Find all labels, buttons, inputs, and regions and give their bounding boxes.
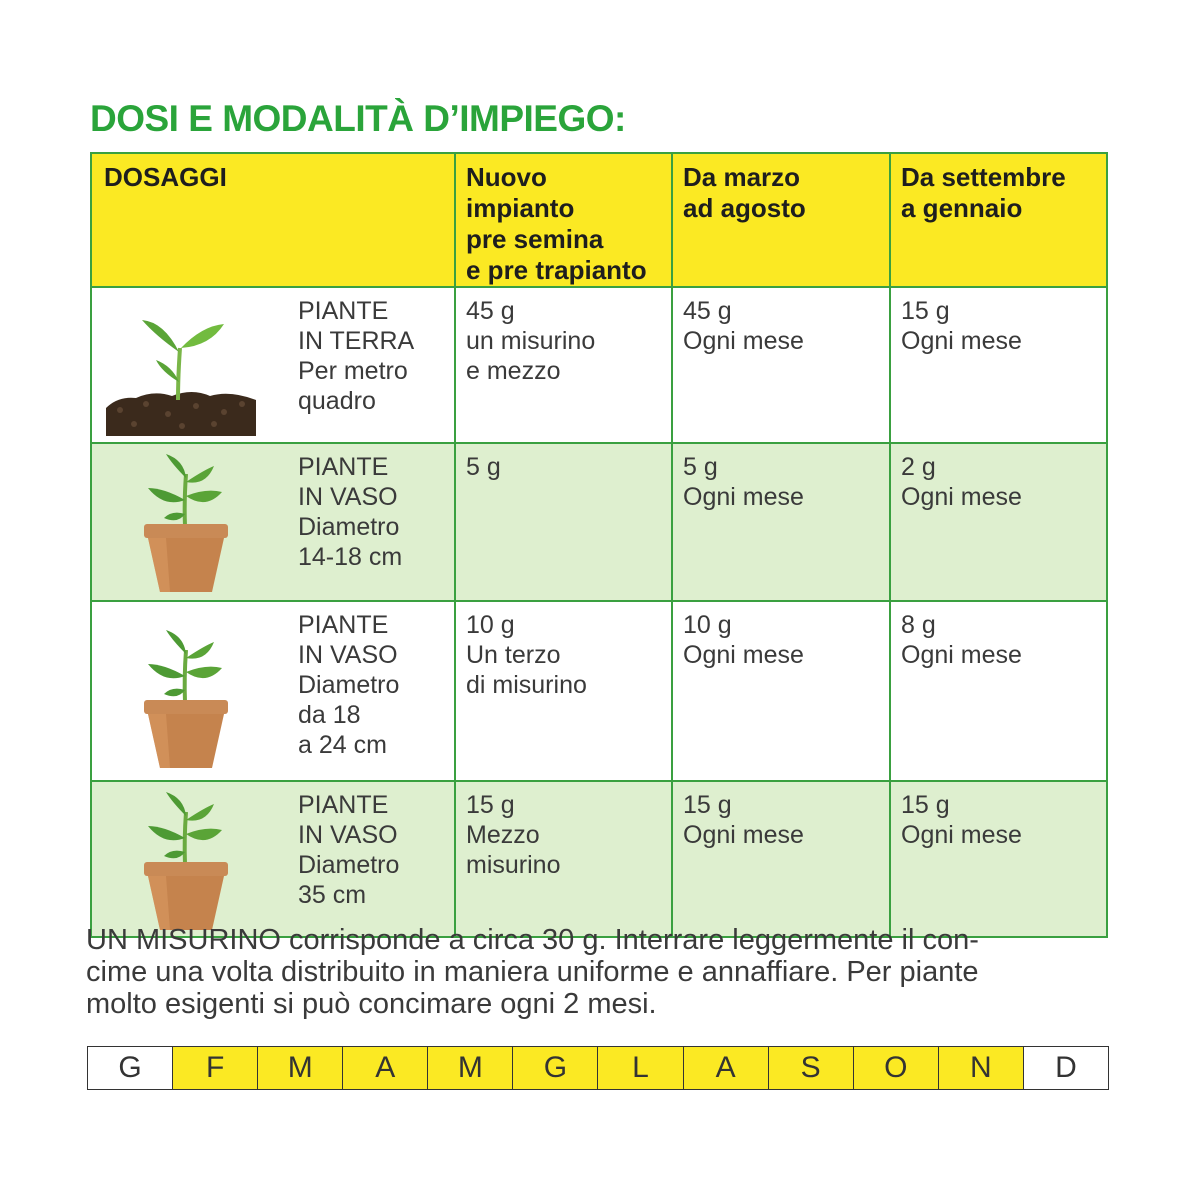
dosage-table	[90, 152, 1108, 938]
note-line: UN MISURINO corrisponde a circa 30 g. Interrare leggermente il con-	[86, 924, 979, 956]
dose-line: 15 g	[683, 791, 732, 819]
label-line: Diametro	[298, 671, 400, 699]
month-cell: L	[598, 1047, 683, 1090]
dose-cell-settembre-gennaio	[890, 287, 1107, 443]
dose-cell-marzo-agosto	[672, 287, 890, 443]
dose-line: Ogni mese	[901, 327, 1022, 355]
dose-cell-settembre-gennaio	[890, 601, 1107, 781]
dose-line: Mezzo	[466, 821, 540, 849]
month-cell: N	[938, 1047, 1023, 1090]
dose-cell-marzo-agosto	[672, 601, 890, 781]
header-settembre-gennaio	[890, 153, 1107, 287]
header-line: e pre trapianto	[466, 255, 647, 285]
table-row	[91, 443, 1107, 601]
potted-plant-icon	[106, 628, 256, 768]
dose-line: 8 g	[901, 611, 936, 639]
dose-cell-settembre-gennaio	[890, 443, 1107, 601]
dose-line: Ogni mese	[683, 327, 804, 355]
plant-label	[298, 790, 399, 910]
dose-line: 15 g	[901, 791, 950, 819]
dose-cell-nuovo-impianto	[455, 601, 672, 781]
plant-label	[298, 452, 402, 572]
table-row	[91, 287, 1107, 443]
dose-line: 15 g	[901, 297, 950, 325]
month-cell: O	[853, 1047, 938, 1090]
header-dosaggi-text: DOSAGGI	[104, 162, 227, 192]
label-line: IN VASO	[298, 483, 398, 511]
header-line: Nuovo impianto	[466, 162, 575, 223]
dose-cell-nuovo-impianto	[455, 781, 672, 937]
header-line: a gennaio	[901, 193, 1023, 223]
label-line: IN VASO	[298, 641, 398, 669]
plant-label	[298, 610, 399, 760]
dose-line: Ogni mese	[901, 821, 1022, 849]
table-row	[91, 781, 1107, 937]
plant-cell	[91, 601, 455, 781]
label-line: 35 cm	[298, 881, 367, 909]
dose-line: Un terzo	[466, 641, 561, 669]
month-cell: G	[513, 1047, 598, 1090]
dose-line: 10 g	[683, 611, 732, 639]
plant-cell	[91, 287, 455, 443]
seedling-in-soil-icon	[106, 296, 256, 436]
table-row	[91, 601, 1107, 781]
dose-line: Ogni mese	[683, 483, 804, 511]
potted-plant-icon	[106, 790, 256, 930]
dose-line: 10 g	[466, 611, 515, 639]
label-line: a 24 cm	[298, 731, 387, 759]
header-line: ad agosto	[683, 193, 806, 223]
month-cell: S	[768, 1047, 853, 1090]
dose-line: 15 g	[466, 791, 515, 819]
label-line: PIANTE	[298, 791, 389, 819]
label-line: PIANTE	[298, 611, 389, 639]
label-line: Diametro	[298, 513, 400, 541]
month-cell: F	[173, 1047, 258, 1090]
dose-line: Ogni mese	[683, 821, 804, 849]
month-cell: M	[258, 1047, 343, 1090]
label-line: IN VASO	[298, 821, 398, 849]
dose-line: Ogni mese	[901, 641, 1022, 669]
dose-line: misurino	[466, 851, 561, 879]
month-cell: G	[88, 1047, 173, 1090]
dose-line: un misurino	[466, 327, 596, 355]
header-line: Da settembre	[901, 162, 1066, 192]
label-line: da 18	[298, 701, 361, 729]
month-row	[88, 1047, 1109, 1090]
dose-line: e mezzo	[466, 357, 561, 385]
header-dosaggi	[91, 153, 455, 287]
note-line: molto esigenti si può concimare ogni 2 mesi.	[86, 988, 657, 1020]
month-cell: M	[428, 1047, 513, 1090]
page-title: DOSI E MODALITÀ D’IMPIEGO:	[90, 98, 626, 139]
header-line: pre semina	[466, 224, 604, 254]
header-line: Da marzo	[683, 162, 801, 192]
label-line: IN TERRA	[298, 327, 415, 355]
potted-plant-icon	[106, 452, 256, 592]
plant-cell	[91, 443, 455, 601]
label-line: Diametro	[298, 851, 400, 879]
dose-line: di misurino	[466, 671, 587, 699]
usage-note	[86, 924, 1116, 1020]
dose-line: 45 g	[466, 297, 515, 325]
label-line: PIANTE	[298, 297, 389, 325]
header-marzo-agosto	[672, 153, 890, 287]
dose-cell-nuovo-impianto	[455, 287, 672, 443]
plant-label	[298, 296, 414, 416]
dose-line: 2 g	[901, 453, 936, 481]
dose-cell-marzo-agosto	[672, 443, 890, 601]
dose-line: 5 g	[466, 453, 501, 481]
table-header-row	[91, 153, 1107, 287]
label-line: PIANTE	[298, 453, 389, 481]
label-line: 14-18 cm	[298, 543, 403, 571]
note-line: cime una volta distribuito in maniera uniforme e annaffiare. Per piante	[86, 956, 979, 988]
dose-line: Ogni mese	[683, 641, 804, 669]
dose-cell-settembre-gennaio	[890, 781, 1107, 937]
month-cell: D	[1023, 1047, 1108, 1090]
dose-line: Ogni mese	[901, 483, 1022, 511]
label-line: quadro	[298, 387, 376, 415]
month-cell: A	[683, 1047, 768, 1090]
plant-cell	[91, 781, 455, 937]
dose-cell-marzo-agosto	[672, 781, 890, 937]
label-line: Per metro	[298, 357, 408, 385]
dose-cell-nuovo-impianto	[455, 443, 672, 601]
header-nuovo-impianto	[455, 153, 672, 287]
dose-line: 5 g	[683, 453, 718, 481]
dose-line: 45 g	[683, 297, 732, 325]
month-calendar	[87, 1046, 1109, 1090]
month-cell: A	[343, 1047, 428, 1090]
